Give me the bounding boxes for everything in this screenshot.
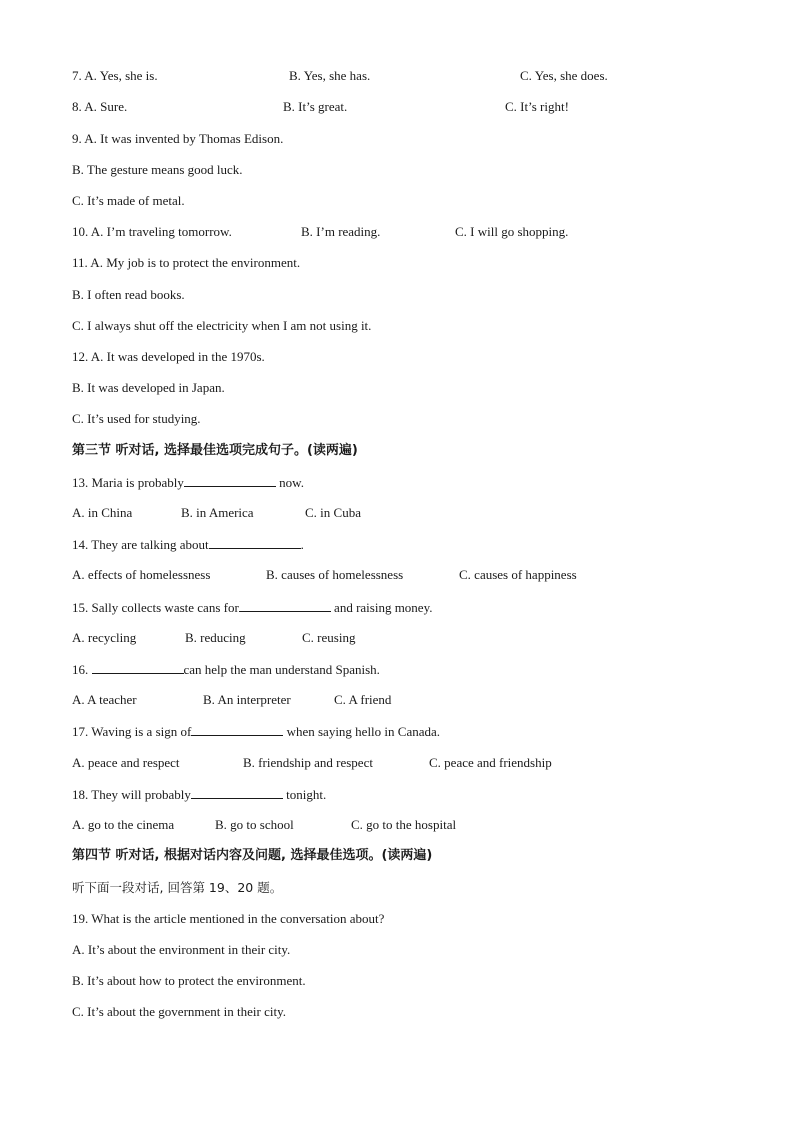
- q17-option-a: A. peace and respect: [72, 755, 180, 770]
- q7-option-b: B. Yes, she has.: [289, 68, 371, 83]
- section-3-heading: 第三节 听对话, 选择最佳选项完成句子。(读两遍): [72, 443, 358, 458]
- q10-option-b: B. I’m reading.: [301, 224, 381, 239]
- question-13: [72, 473, 304, 492]
- q18-option-a: A. go to the cinema: [72, 817, 175, 832]
- q14-option-a: A. effects of homelessness: [72, 567, 211, 582]
- q16-number: 16.: [72, 662, 92, 677]
- section-4-intro: 听下面一段对话, 回答第 19、20 题。: [72, 880, 283, 895]
- q14-answer-blank[interactable]: [209, 535, 301, 549]
- q13-option-b: B. in America: [181, 505, 254, 520]
- q17-stem: 17. Waving is a sign of: [72, 724, 192, 739]
- q14-stem-end: .: [300, 537, 304, 552]
- q18-option-b: B. go to school: [215, 817, 294, 832]
- q19-question: 19. What is the article mentioned in the conversation about?: [72, 911, 385, 926]
- q14-option-b: B. causes of homelessness: [266, 567, 404, 582]
- q16-option-c: C. A friend: [334, 692, 392, 707]
- q9-option-b: B. The gesture means good luck.: [72, 162, 243, 177]
- section-4-heading: 第四节 听对话, 根据对话内容及问题, 选择最佳选项。(读两遍): [72, 848, 433, 863]
- q15-option-b: B. reducing: [185, 630, 246, 645]
- q14-option-c: C. causes of happiness: [459, 567, 577, 582]
- q9-option-a: 9. A. It was invented by Thomas Edison.: [72, 131, 284, 146]
- q17-option-c: C. peace and friendship: [429, 755, 552, 770]
- q11-option-c: C. I always shut off the electricity when I am not using it.: [72, 318, 372, 333]
- q19-option-b: B. It’s about how to protect the environment.: [72, 973, 306, 988]
- question-18: [72, 785, 326, 804]
- q8-option-a: 8. A. Sure.: [72, 99, 128, 114]
- q11-option-a: 11. A. My job is to protect the environment.: [72, 255, 301, 270]
- q16-stem: can help the man understand Spanish.: [183, 662, 380, 677]
- q13-stem-end: now.: [275, 475, 304, 490]
- q13-stem: 13. Maria is probably: [72, 475, 184, 490]
- q19-option-a: A. It’s about the environment in their city.: [72, 942, 291, 957]
- q15-stem: 15. Sally collects waste cans for: [72, 600, 239, 615]
- q15-option-a: A. recycling: [72, 630, 137, 645]
- q12-option-b: B. It was developed in Japan.: [72, 380, 225, 395]
- q18-stem: 18. They will probably: [72, 787, 191, 802]
- q9-option-c: C. It’s made of metal.: [72, 193, 185, 208]
- q19-option-c: C. It’s about the government in their city.: [72, 1004, 286, 1019]
- q8-option-c: C. It’s right!: [505, 99, 569, 114]
- question-14: [72, 535, 304, 554]
- q15-option-c: C. reusing: [302, 630, 356, 645]
- question-17: [72, 722, 440, 741]
- q7-option-a: 7. A. Yes, she is.: [72, 68, 158, 83]
- q18-answer-blank[interactable]: [191, 785, 283, 799]
- q18-option-c: C. go to the hospital: [351, 817, 457, 832]
- q10-option-c: C. I will go shopping.: [455, 224, 569, 239]
- q10-option-a: 10. A. I’m traveling tomorrow.: [72, 224, 232, 239]
- q14-stem: 14. They are talking about: [72, 537, 209, 552]
- q7-option-c: C. Yes, she does.: [520, 68, 608, 83]
- q12-option-c: C. It’s used for studying.: [72, 411, 201, 426]
- q13-option-a: A. in China: [72, 505, 133, 520]
- q13-answer-blank[interactable]: [184, 473, 276, 487]
- q12-option-a: 12. A. It was developed in the 1970s.: [72, 349, 265, 364]
- q15-answer-blank[interactable]: [239, 598, 331, 612]
- q18-stem-end: tonight.: [282, 787, 327, 802]
- q17-stem-end: when saying hello in Canada.: [283, 724, 441, 739]
- q8-option-b: B. It’s great.: [283, 99, 348, 114]
- q16-option-b: B. An interpreter: [203, 692, 291, 707]
- question-16: [72, 660, 380, 679]
- q16-option-a: A. A teacher: [72, 692, 137, 707]
- q11-option-b: B. I often read books.: [72, 287, 185, 302]
- q17-answer-blank[interactable]: [191, 722, 283, 736]
- q17-option-b: B. friendship and respect: [243, 755, 373, 770]
- q16-answer-blank[interactable]: [92, 660, 184, 674]
- q13-option-c: C. in Cuba: [305, 505, 361, 520]
- question-15: [72, 598, 433, 617]
- q15-stem-end: and raising money.: [330, 600, 433, 615]
